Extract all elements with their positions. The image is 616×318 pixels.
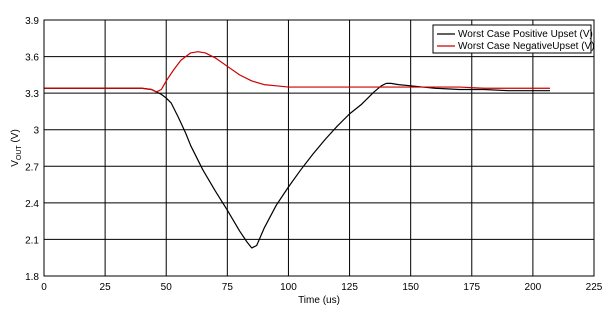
- y-axis-title-main: V: [10, 160, 21, 167]
- y-tick-label: 1.8: [25, 272, 39, 283]
- y-tick-labels: [25, 16, 39, 283]
- x-axis-title: Time (us): [298, 295, 340, 306]
- x-tick-label: 100: [280, 282, 297, 293]
- y-tick-label: 3: [33, 125, 39, 137]
- x-tick-label: 150: [402, 282, 420, 293]
- y-tick-label: 3.6: [25, 52, 39, 64]
- x-tick-label: 75: [221, 282, 233, 293]
- x-tick-label: 225: [585, 282, 603, 293]
- x-tick-label: 0: [41, 282, 47, 293]
- x-tick-label: 200: [524, 282, 542, 293]
- y-axis-title: [10, 129, 23, 167]
- plot-background: [44, 20, 594, 276]
- y-tick-label: 2.7: [25, 162, 39, 174]
- x-tick-label: 125: [341, 282, 358, 293]
- legend: [433, 25, 595, 53]
- y-axis-title-sub: OUT: [16, 145, 23, 161]
- y-tick-label: 2.1: [25, 235, 39, 247]
- x-tick-label: 175: [463, 282, 481, 293]
- y-tick-label: 3.9: [25, 16, 39, 27]
- y-tick-label: 2.4: [25, 198, 39, 210]
- y-axis-title-unit: (V): [10, 129, 21, 146]
- x-tick-label: 50: [160, 282, 172, 293]
- x-tick-labels: [41, 282, 603, 293]
- x-tick-label: 25: [99, 282, 111, 293]
- legend-label-positive: Worst Case Positive Upset (V): [458, 29, 593, 40]
- legend-label-negative: Worst Case NegativeUpset (V): [458, 41, 595, 52]
- y-tick-label: 3.3: [25, 89, 39, 101]
